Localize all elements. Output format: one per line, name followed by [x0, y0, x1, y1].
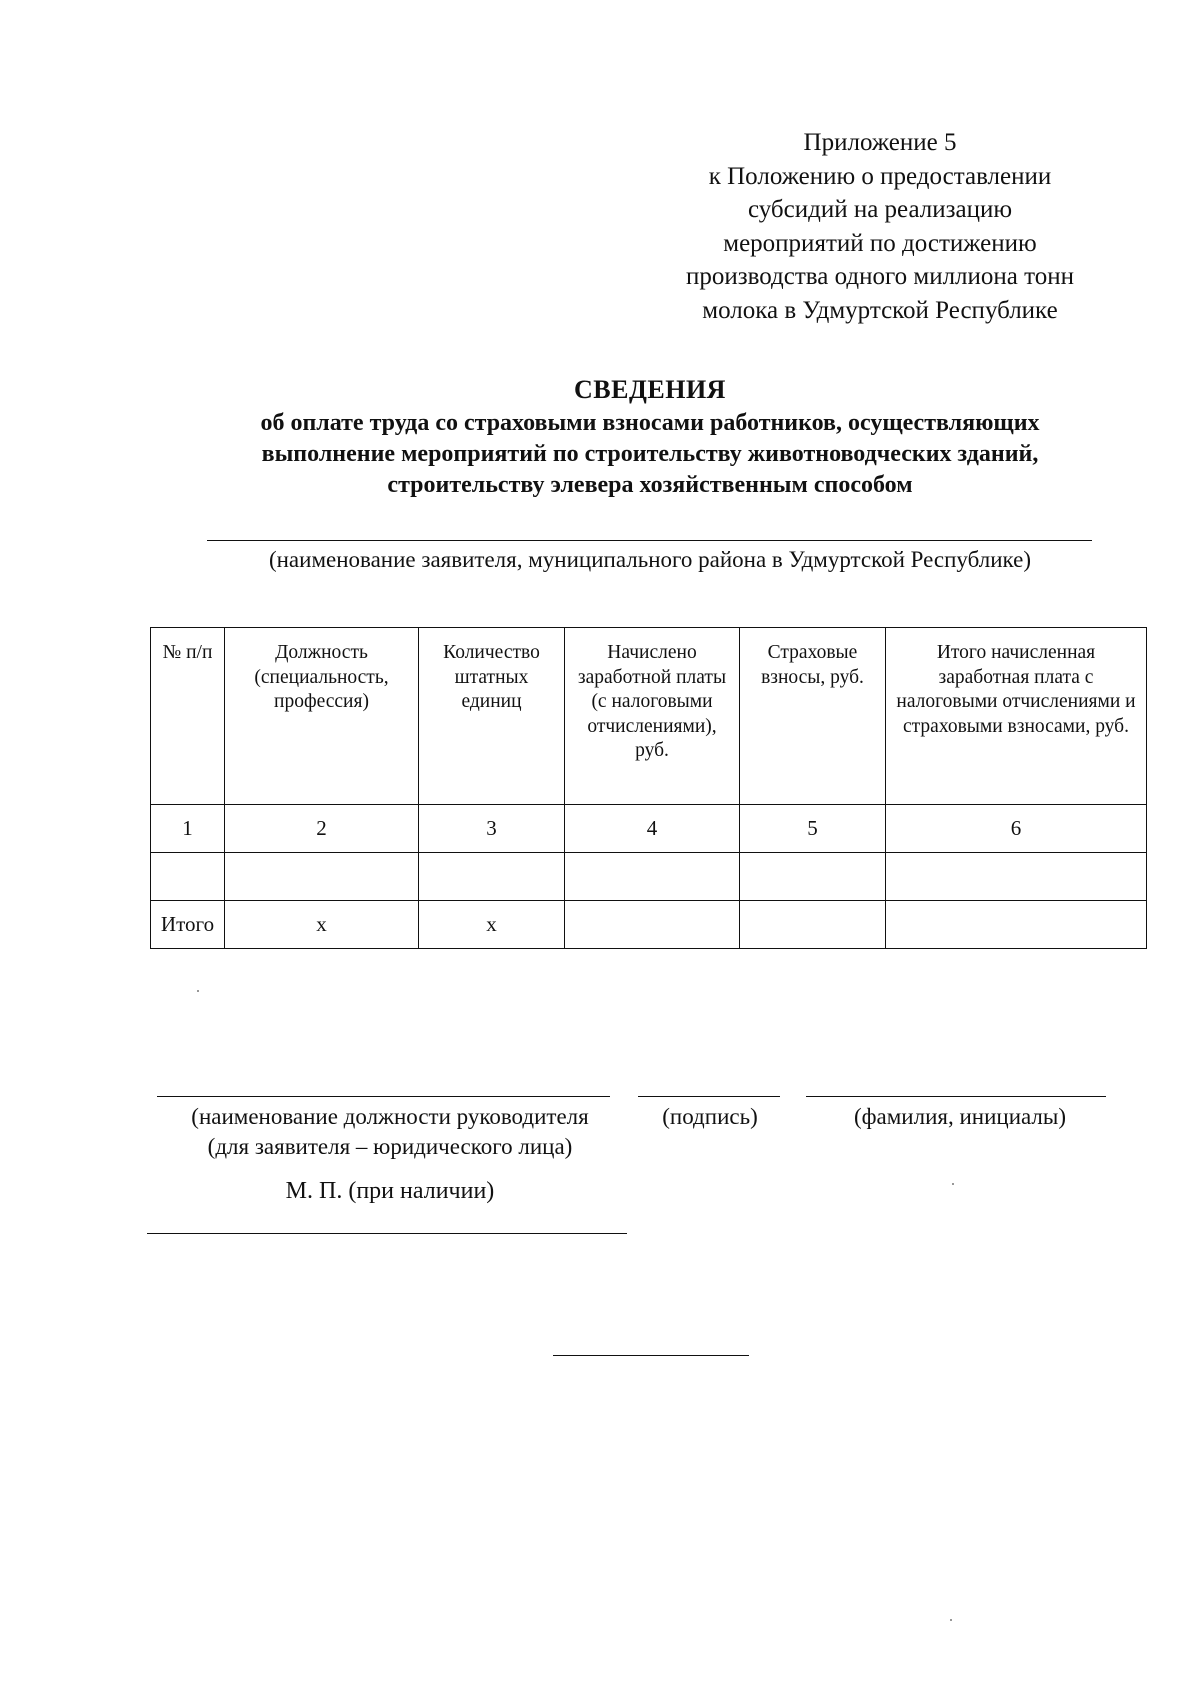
column-number-cell: 5: [740, 805, 886, 853]
signature-caption: (подпись): [662, 1104, 758, 1129]
appendix-line: молока в Удмуртской Республике: [702, 296, 1058, 324]
position-caption-line: (наименование должности руководителя: [191, 1104, 589, 1129]
appendix-line: субсидий на реализацию: [747, 196, 1013, 223]
total-cell: х: [225, 901, 419, 949]
position-caption-line: (для заявителя – юридического лица): [207, 1134, 573, 1159]
table-cell: [225, 853, 419, 901]
column-number-cell: 4: [565, 805, 740, 853]
document-title: СВЕДЕНИЯ: [574, 375, 726, 404]
stamp-caption: М. П. (при наличии): [285, 1178, 495, 1204]
position-caption: [160, 1102, 620, 1162]
table-cell: [151, 853, 225, 901]
name-caption: (фамилия, инициалы): [853, 1104, 1067, 1129]
table-cell: [740, 853, 886, 901]
total-label-cell: Итого: [151, 901, 225, 949]
table-cell: [886, 853, 1147, 901]
name-signature-line: [806, 1096, 1106, 1097]
appendix-line: производства одного миллиона тонн: [686, 263, 1074, 290]
applicant-name-line: [207, 540, 1092, 541]
document-title-block: [120, 372, 1180, 501]
document-subtitle-line: об оплате труда со страховыми взносами работников, осуществляющих: [260, 410, 1040, 436]
appendix-line: Приложение 5: [803, 129, 957, 156]
header-cell-total: Итого начисленная заработная плата с налоговыми отчислениями и страховыми взносами, руб.: [886, 628, 1147, 805]
appendix-line: к Положению о предоставлении: [708, 162, 1052, 190]
table-cell: [565, 853, 740, 901]
appendix-block: [660, 126, 1100, 327]
total-cell: х: [419, 901, 565, 949]
table-cell: [419, 853, 565, 901]
position-signature-line: [157, 1096, 610, 1097]
scan-speck: [197, 990, 199, 992]
column-number-row: [151, 805, 1147, 853]
column-number-cell: 1: [151, 805, 225, 853]
total-cell: [886, 901, 1147, 949]
scan-speck: [952, 1183, 954, 1185]
header-cell-number: № п/п: [151, 628, 225, 805]
column-number-cell: 3: [419, 805, 565, 853]
total-cell: [740, 901, 886, 949]
applicant-caption: (наименование заявителя, муниципального района в Удмуртской Республике): [268, 547, 1032, 572]
total-row: [151, 901, 1147, 949]
total-cell: [565, 901, 740, 949]
header-cell-insurance: Страховые взносы, руб.: [740, 628, 886, 805]
signature-line: [638, 1096, 780, 1097]
date-line: [147, 1233, 627, 1234]
appendix-line: мероприятий по достижению: [723, 229, 1037, 257]
document-subtitle-line: выполнение мероприятий по строительству животноводческих зданий,: [261, 441, 1039, 467]
header-cell-staff-count: Количество штатных единиц: [419, 628, 565, 805]
header-cell-salary: Начислено заработной платы (с налоговыми отчислениями), руб.: [565, 628, 740, 805]
header-cell-position: Должность (специальность, профессия): [225, 628, 419, 805]
end-separator-line: [553, 1355, 749, 1356]
table-row: [151, 853, 1147, 901]
column-number-cell: 6: [886, 805, 1147, 853]
column-number-cell: 2: [225, 805, 419, 853]
salary-table: [150, 627, 1147, 949]
table-header-row: [151, 628, 1147, 805]
scan-speck: [950, 1619, 952, 1621]
document-subtitle-line: строительству элевера хозяйственным способом: [387, 472, 913, 498]
